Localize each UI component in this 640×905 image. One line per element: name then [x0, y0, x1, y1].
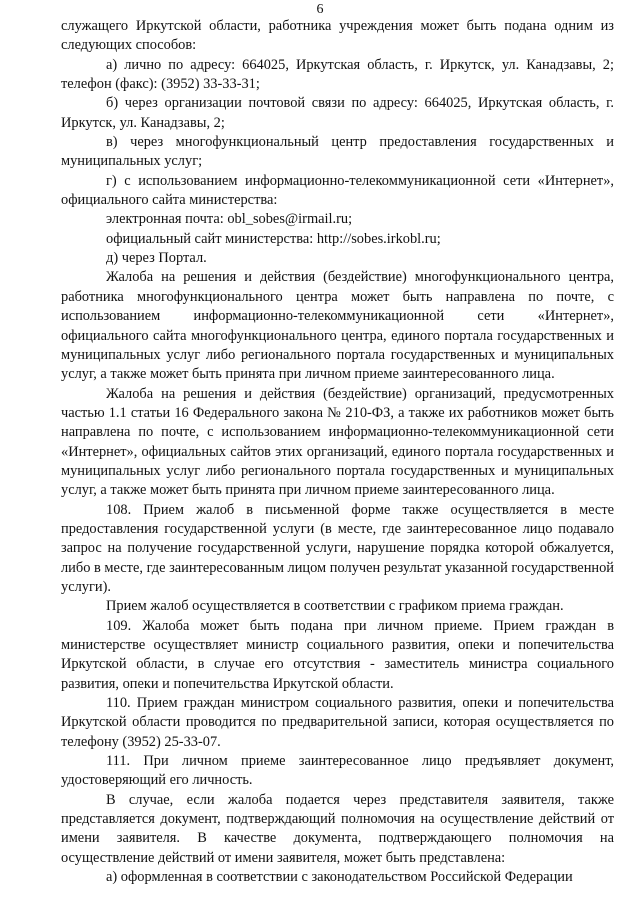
paragraph-website: официальный сайт министерства: http://sobes.irkobl.ru; — [106, 230, 441, 247]
paragraph-email: электронная почта: obl_sobes@irmail.ru; — [106, 211, 353, 228]
paragraph-representative: В случае, если жалоба подается через представителя заявителя, также представляется документ, подтверждающий полномочия на осуществление действий от имени заявителя. В качестве документа, подтверждающего полномочия на осуществление действий от имени заявителя, может быть представлена: — [61, 791, 614, 866]
paragraph-method-postal: б) через организации почтовой связи по адресу: 664025, Иркутская область, г. Иркутск, ул. Канадзавы, 2; — [61, 95, 614, 131]
paragraph-complaint-methods-intro: служащего Иркутской области, работника учреждения может быть подана одним из следующих способов: — [61, 18, 614, 54]
paragraph-method-portal: д) через Портал. — [106, 250, 207, 267]
paragraph-109: 109. Жалоба может быть подана при личном приеме. Прием граждан в министерстве осуществляет министр социального развития, опеки и попечительства Иркутской области, в случае его отсутствия - заместитель министра социального развития, опеки и попечительства Иркутской области. — [61, 617, 614, 692]
paragraph-108: 108. Прием жалоб в письменной форме также осуществляется в месте предоставления государственной услуги (в месте, где заинтересованное лицо подавало запрос на получение государственной услуги, нарушение порядка которой обжалуется, либо в месте, где заинтересованным лицом получен результат указанной государственной услуги). — [61, 501, 614, 595]
document-body — [61, 17, 614, 887]
paragraph-110: 110. Прием граждан министром социального развития, опеки и попечительства Иркутской области проводится по предварительной записи, которая осуществляется по телефону (3952) 25-33-07. — [61, 695, 614, 750]
paragraph-111: 111. При личном приеме заинтересованное лицо предъявляет документ, удостоверяющий его личность. — [61, 753, 614, 789]
paragraph-organization-complaints: Жалоба на решения и действия (бездействие) организаций, предусмотренных частью 1.1 статьи 16 Федерального закона № 210-ФЗ, а также их работников может быть направлена по почте, с использованием информационно-телекоммуникационной сети «Интернет», официальных сайтов этих организаций, единого портала государственных и муниципальных услуг либо регионального портала государственных и муниципальных услуг, а также может быть принята при личном приеме заинтересованного лица. — [61, 385, 614, 499]
paragraph-item-a: а) оформленная в соответствии с законодательством Российской Федерации — [106, 869, 573, 886]
page-number: 6 — [316, 2, 324, 17]
paragraph-mfc-complaints: Жалоба на решения и действия (бездействие) многофункционального центра, работника многофункционального центра может быть направлена по почте, с использованием информационно-телекоммуникационной сети «Интернет», официального сайта многофункционального центра, единого портала государственных и муниципальных услуг либо регионального портала государственных и муниципальных услуг, а также может быть принята при личном приеме заинтересованного лица. — [61, 269, 614, 383]
paragraph-method-internet: г) с использованием информационно-телекоммуникационной сети «Интернет», официального сайта министерства: — [61, 172, 614, 209]
paragraph-method-in-person: а) лично по адресу: 664025, Иркутская область, г. Иркутск, ул. Канадзавы, 2; телефон (факс): (3952) 33-33-31; — [61, 56, 614, 93]
paragraph-method-mfc: в) через многофункциональный центр предоставления государственных и муниципальных услуг; — [61, 134, 614, 170]
paragraph-schedule: Прием жалоб осуществляется в соответствии с графиком приема граждан. — [106, 598, 564, 615]
